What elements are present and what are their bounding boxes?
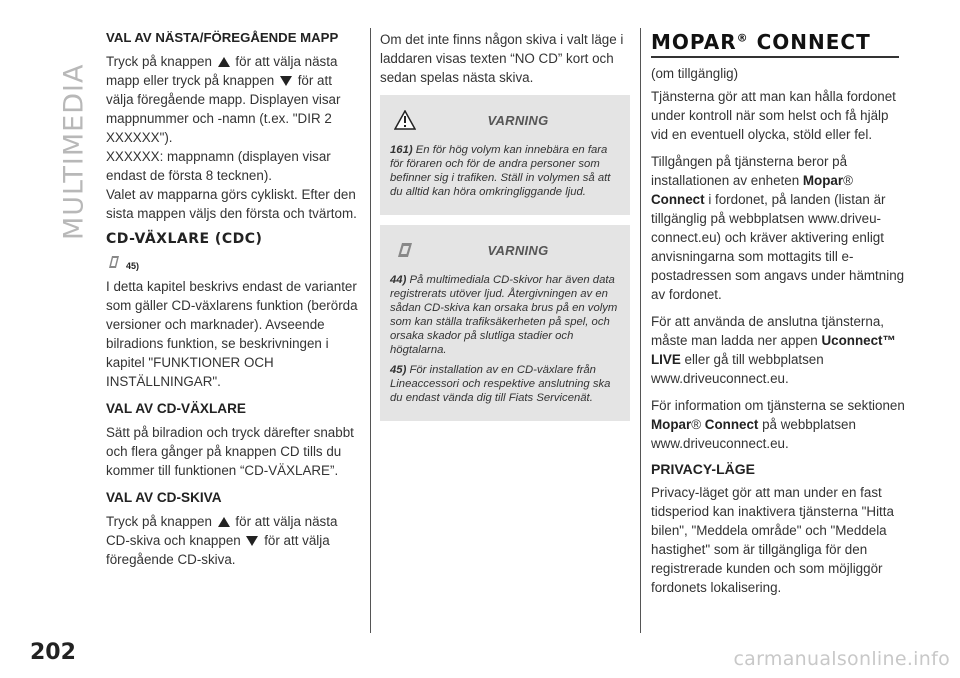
paragraph-folder-select: Tryck på knappen för att välja nästa mapp eller tryck på knappen för att välja föregående mapp. Displayen visar mappnummer och -namn (t.ex. "DIR 2 XXXXXX"). XXXXXX: mappnamn (displayen visar endast de första 8 tecknen). Valet av mapparna görs cykliskt. Efter den sista mappen väljs den första och tvärtom. [106, 54, 357, 221]
warning-text: 161) En för hög volym kan innebära en fara för föraren och för de andra personer som befinner sig i trafiken. Ställ in volymen så att du alltid kan höra omkringliggande ljud. [390, 144, 611, 198]
column-divider [370, 28, 371, 633]
paragraph-availability: Tillgången på tjänsterna beror på installationen av enheten Mopar® Connect i fordonet, på landen (listan är tillgänglig på webbplatsen www.driveu-connect.eu) och kräver aktivering enligt anvisningarna som mottagits till e-postadressen som angavs under hämtning av fordonet. [651, 154, 905, 302]
section-title-mopar-connect: MOPAR® CONNECT [651, 30, 871, 54]
heading-privacy-mode: PRIVACY-LÄGE [651, 461, 755, 477]
paragraph-no-cd: Om det inte finns någon skiva i valt läge i laddaren visas texten “NO CD” kort och sedan spelas nästa skiva. [380, 32, 624, 85]
note-reference: 45) [106, 253, 358, 271]
heading-choose-cdc: VAL AV CD-VÄXLARE [106, 401, 246, 416]
paragraph-choose-disc: Tryck på knappen för att välja nästa CD-skiva och knappen för att välja föregående CD-skiva. [106, 514, 338, 567]
paragraph-choose-cdc: Sätt på bilradion och tryck därefter snabbt och flera gånger på knappen CD tills du kommer till funktionen “CD-VÄXLARE”. [106, 425, 354, 478]
watermark: carmanualsonline.info [733, 648, 950, 670]
arrow-up-icon [218, 57, 230, 67]
cd-warning-icon [394, 240, 416, 260]
arrow-up-icon [218, 517, 230, 527]
availability-note: (om tillgänglig) [651, 66, 739, 81]
paragraph-cdc-intro: I detta kapitel beskrivs endast de varianter som gäller CD-växlarens funktion (berörda versioner och marknader). Avseende bilradions funktion, se beskrivningen i kapitel "FUNKTIONER OCH INSTÄLLNINGAR". [106, 279, 358, 389]
column-left [106, 30, 358, 577]
paragraph-app: För att använda de anslutna tjänsterna, måste man ladda ner appen Uconnect™ LIVE eller gå till webbplatsen www.driveuconnect.eu. [651, 314, 896, 386]
heading-cd-changer: CD-VÄXLARE (CDC) [106, 231, 263, 247]
warning-text: 44) På multimediala CD-skivor har även data registrerats utöver ljud. Återgivningen av en sådan CD-skiva kan orsaka brus på en volym som kan ställa trafiksäkerheten på spel, och orsaka skador på slutliga stadier och högtalarna. [390, 274, 618, 356]
heading-next-prev-folder: VAL AV NÄSTA/FÖREGÅENDE MAPP [106, 30, 339, 45]
warning-box-cd [380, 225, 630, 421]
paragraph-services: Tjänsterna gör att man kan hålla fordonet under kontroll när som helst och få hjälp vid en eventuell olycka, stöld eller fel. [651, 89, 896, 142]
cd-note-icon [106, 253, 122, 271]
paragraph-privacy: Privacy-läget gör att man under en fast tidsperiod kan inaktivera tjänsterna "Hitta bilen", "Meddela område" och "Meddela hastighet" som är tillgängliga för den registrerade kunden och som möjliggör fordonets lokalisering. [651, 485, 894, 595]
title-underline [651, 56, 899, 58]
column-divider [640, 28, 641, 633]
column-right [651, 30, 906, 605]
arrow-down-icon [246, 536, 258, 546]
arrow-down-icon [280, 76, 292, 86]
column-middle [380, 30, 630, 421]
section-label: MULTIMEDIA [58, 63, 90, 240]
warning-title: VARNING [487, 242, 549, 258]
warning-triangle-icon [394, 110, 416, 130]
paragraph-info: För information om tjänsterna se sektionen Mopar® Connect på webbplatsen www.driveuconnect.eu. [651, 398, 905, 451]
heading-choose-disc: VAL AV CD-SKIVA [106, 490, 222, 505]
warning-box-volume [380, 95, 630, 215]
warning-text: 45) För installation av en CD-växlare från Lineaccessori och respektive anslutning ska du endast vända dig till Fiats Servicenät. [390, 364, 611, 404]
warning-title: VARNING [487, 112, 549, 128]
page-number: 202 [30, 640, 76, 665]
